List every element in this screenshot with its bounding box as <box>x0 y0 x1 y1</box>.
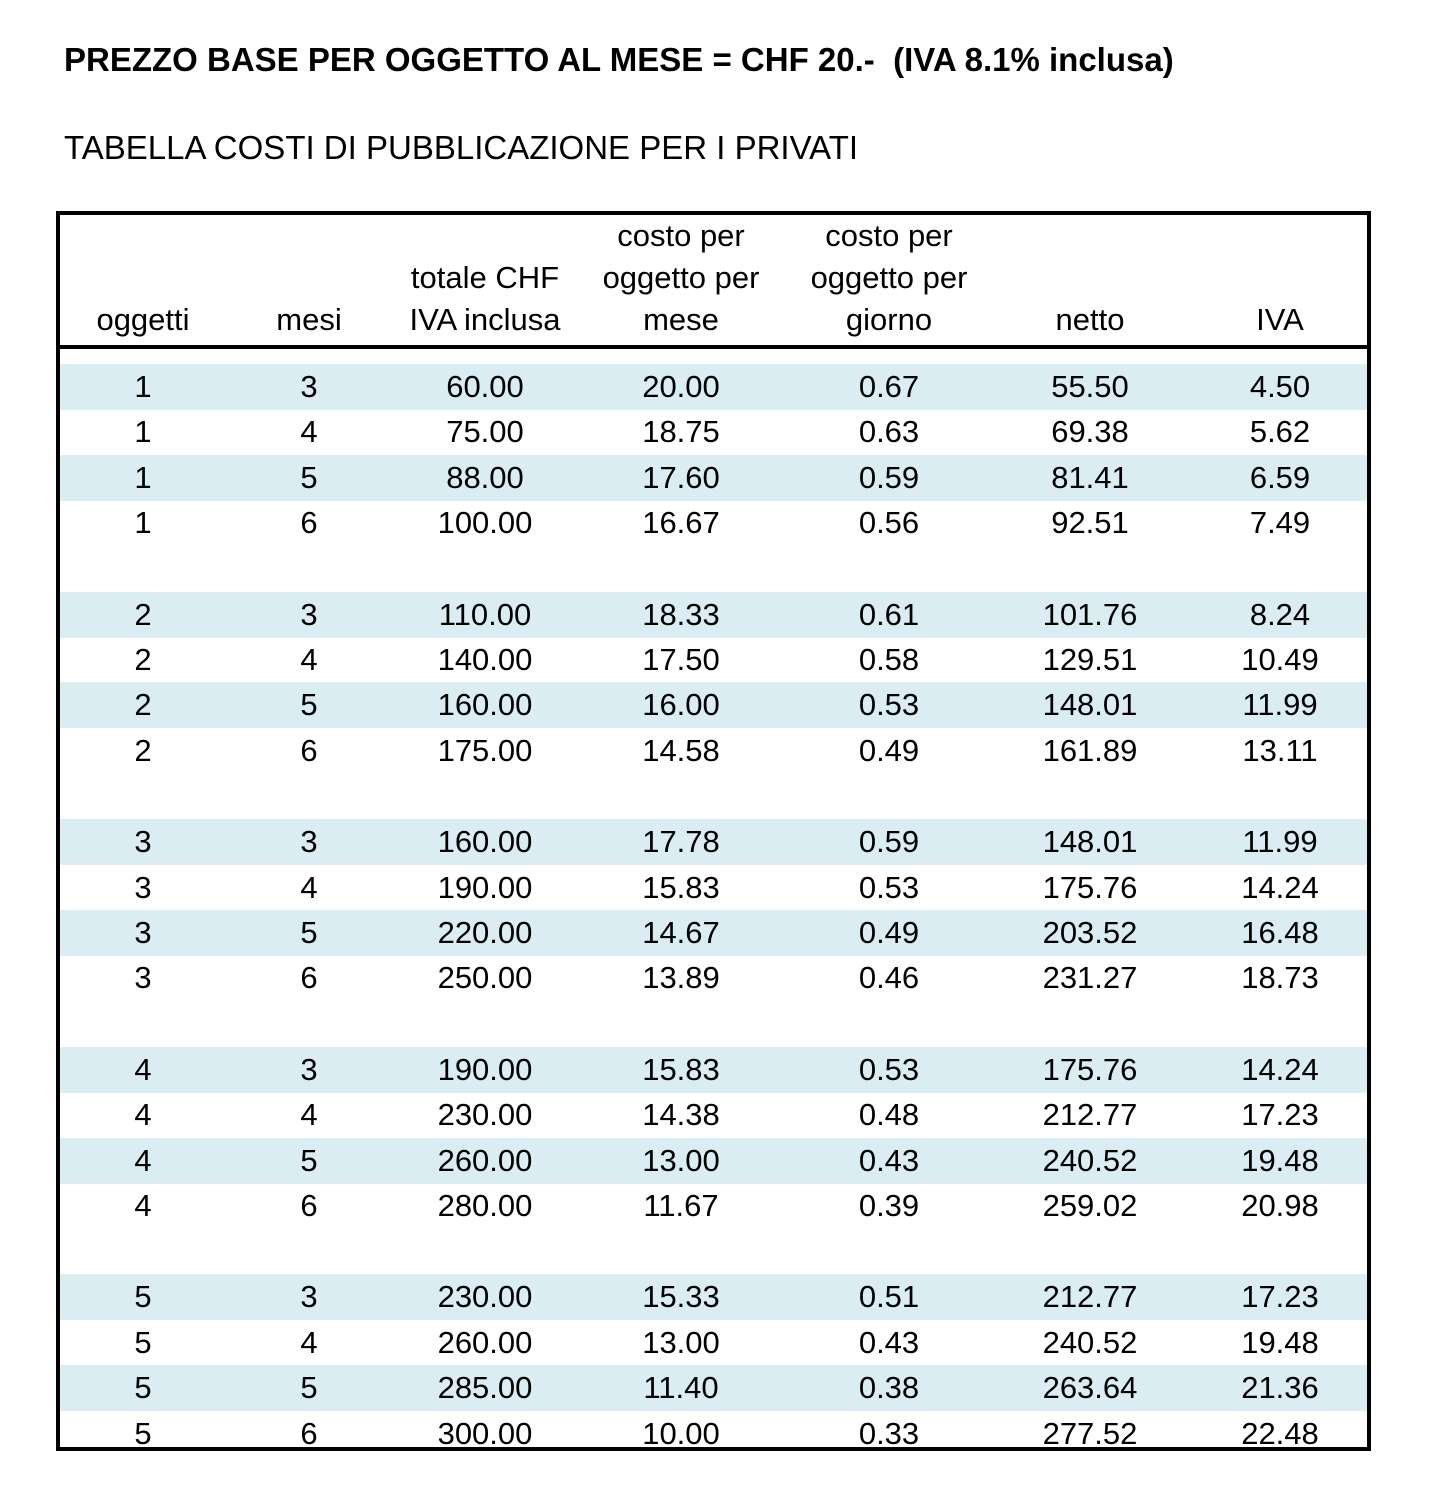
cell-iva: 13.11 <box>1242 733 1318 768</box>
cell-mesi: 4 <box>300 414 318 449</box>
cell-mesi: 5 <box>300 460 318 495</box>
cell-costo-giorno: 0.46 <box>858 960 920 995</box>
cell-totale: 260.00 <box>437 1143 533 1178</box>
cell-iva: 11.99 <box>1242 824 1318 859</box>
table-header-row <box>60 215 1367 345</box>
cell-costo-giorno: 0.63 <box>858 414 920 449</box>
cell-netto: 240.52 <box>1042 1325 1138 1360</box>
cell-totale: 160.00 <box>437 687 533 722</box>
price-table <box>56 211 1371 1451</box>
cell-mesi: 4 <box>300 642 318 677</box>
header-line: netto <box>1055 302 1125 337</box>
cell-netto: 212.77 <box>1042 1097 1138 1132</box>
cell-netto: 101.76 <box>1042 597 1138 632</box>
table-row <box>60 682 1367 728</box>
cell-costo-mese: 18.75 <box>642 414 720 449</box>
header-netto <box>990 299 1190 341</box>
cell-totale: 110.00 <box>438 597 532 632</box>
cell-totale: 190.00 <box>437 1052 533 1087</box>
cell-costo-mese: 17.60 <box>642 460 720 495</box>
header-costo-giorno <box>789 215 989 341</box>
cell-costo-giorno: 0.38 <box>858 1370 920 1405</box>
cell-netto: 55.50 <box>1051 369 1129 404</box>
cell-costo-giorno: 0.43 <box>858 1325 920 1360</box>
cell-netto: 175.76 <box>1042 870 1138 905</box>
header-iva <box>1200 299 1360 341</box>
cell-totale: 100.00 <box>437 505 533 540</box>
header-line: giorno <box>845 302 933 337</box>
cell-totale: 260.00 <box>437 1325 533 1360</box>
cell-netto: 259.02 <box>1042 1188 1138 1223</box>
cell-oggetti: 3 <box>134 824 152 859</box>
cell-totale: 285.00 <box>437 1370 533 1405</box>
cell-costo-mese: 10.00 <box>642 1416 720 1451</box>
table-row <box>60 1047 1367 1093</box>
header-line: mese <box>643 302 719 337</box>
cell-iva: 18.73 <box>1241 960 1319 995</box>
cell-netto: 148.01 <box>1042 687 1138 722</box>
cell-mesi: 3 <box>300 1279 318 1314</box>
cell-costo-giorno: 0.53 <box>858 870 920 905</box>
cell-oggetti: 4 <box>134 1097 152 1132</box>
cell-costo-mese: 14.67 <box>642 915 720 950</box>
cell-iva: 14.24 <box>1241 870 1319 905</box>
cell-totale: 60.00 <box>446 369 524 404</box>
cell-iva: 19.48 <box>1241 1325 1319 1360</box>
header-line: totale CHF <box>410 260 560 295</box>
cell-iva: 8.24 <box>1249 597 1311 632</box>
cell-costo-mese: 16.67 <box>642 505 720 540</box>
cell-netto: 161.89 <box>1042 733 1138 768</box>
cell-mesi: 6 <box>300 733 318 768</box>
cell-totale: 75.00 <box>446 414 524 449</box>
cell-oggetti: 5 <box>134 1279 152 1314</box>
cell-iva: 19.48 <box>1241 1143 1319 1178</box>
cell-oggetti: 5 <box>134 1370 152 1405</box>
table-row <box>60 637 1367 683</box>
header-costo-mese <box>581 215 781 341</box>
header-line: costo per <box>825 218 953 253</box>
header-mesi <box>239 299 379 341</box>
header-line: oggetto per <box>810 260 968 295</box>
cell-costo-giorno: 0.33 <box>858 1416 920 1451</box>
cell-mesi: 6 <box>300 960 318 995</box>
cell-mesi: 3 <box>300 1052 318 1087</box>
table-row <box>60 1320 1367 1366</box>
header-line: IVA <box>1256 302 1304 337</box>
table-row <box>60 865 1367 911</box>
cell-costo-mese: 14.58 <box>642 733 720 768</box>
header-line: oggetti <box>96 302 190 337</box>
table-row <box>60 819 1367 865</box>
cell-oggetti: 2 <box>134 733 152 768</box>
cell-mesi: 3 <box>300 369 318 404</box>
cell-costo-giorno: 0.39 <box>858 1188 920 1223</box>
cell-iva: 7.49 <box>1249 505 1311 540</box>
cell-oggetti: 4 <box>134 1143 152 1178</box>
cell-iva: 17.23 <box>1241 1279 1319 1314</box>
cell-oggetti: 2 <box>134 642 152 677</box>
cell-oggetti: 4 <box>134 1188 152 1223</box>
cell-costo-mese: 20.00 <box>642 369 720 404</box>
cell-totale: 250.00 <box>437 960 533 995</box>
header-oggetti <box>53 299 233 341</box>
cell-oggetti: 4 <box>134 1052 152 1087</box>
cell-netto: 92.51 <box>1051 505 1129 540</box>
table-row <box>60 955 1367 1001</box>
cell-totale: 160.00 <box>437 824 533 859</box>
cell-costo-giorno: 0.49 <box>858 915 920 950</box>
cell-mesi: 6 <box>300 505 318 540</box>
cell-costo-mese: 16.00 <box>642 687 720 722</box>
cell-oggetti: 3 <box>134 915 152 950</box>
cell-oggetti: 1 <box>134 505 152 540</box>
cell-mesi: 5 <box>300 1370 318 1405</box>
table-row <box>60 728 1367 774</box>
cell-netto: 175.76 <box>1042 1052 1138 1087</box>
cell-costo-mese: 13.00 <box>642 1325 720 1360</box>
cell-totale: 175.00 <box>437 733 533 768</box>
cell-costo-mese: 15.33 <box>642 1279 720 1314</box>
cell-iva: 5.62 <box>1249 414 1311 449</box>
cell-totale: 280.00 <box>437 1188 533 1223</box>
cell-oggetti: 3 <box>134 960 152 995</box>
cell-netto: 212.77 <box>1042 1279 1138 1314</box>
cell-netto: 277.52 <box>1042 1416 1138 1451</box>
cell-netto: 263.64 <box>1042 1370 1138 1405</box>
cell-iva: 6.59 <box>1249 460 1311 495</box>
table-row <box>60 592 1367 638</box>
cell-costo-mese: 15.83 <box>642 870 720 905</box>
table-row <box>60 1092 1367 1138</box>
header-totale <box>385 257 585 341</box>
cell-totale: 230.00 <box>437 1097 533 1132</box>
cell-costo-giorno: 0.43 <box>858 1143 920 1178</box>
cell-costo-giorno: 0.53 <box>858 1052 920 1087</box>
cell-costo-mese: 18.33 <box>642 597 720 632</box>
cell-mesi: 3 <box>300 597 318 632</box>
header-line: costo per <box>617 218 745 253</box>
cell-netto: 148.01 <box>1042 824 1138 859</box>
cell-totale: 140.00 <box>437 642 533 677</box>
cell-oggetti: 1 <box>134 369 152 404</box>
cell-mesi: 5 <box>300 915 318 950</box>
cell-totale: 88.00 <box>446 460 524 495</box>
cell-netto: 129.51 <box>1042 642 1138 677</box>
cell-mesi: 4 <box>300 870 318 905</box>
cell-iva: 11.99 <box>1242 687 1318 722</box>
cell-costo-mese: 13.89 <box>642 960 720 995</box>
cell-oggetti: 2 <box>134 597 152 632</box>
cell-costo-mese: 17.78 <box>642 824 720 859</box>
cell-netto: 203.52 <box>1042 915 1138 950</box>
cell-iva: 22.48 <box>1241 1416 1319 1451</box>
table-row <box>60 455 1367 501</box>
cell-iva: 4.50 <box>1249 369 1311 404</box>
header-line: mesi <box>276 302 342 337</box>
table-row <box>60 1138 1367 1184</box>
cell-costo-mese: 17.50 <box>642 642 720 677</box>
cell-costo-giorno: 0.51 <box>858 1279 920 1314</box>
cell-netto: 69.38 <box>1051 414 1129 449</box>
cell-costo-mese: 11.40 <box>643 1370 719 1405</box>
cell-costo-mese: 14.38 <box>642 1097 720 1132</box>
cell-oggetti: 2 <box>134 687 152 722</box>
cell-costo-mese: 13.00 <box>642 1143 720 1178</box>
cell-costo-giorno: 0.59 <box>858 460 920 495</box>
cell-costo-giorno: 0.61 <box>858 597 920 632</box>
page-title: PREZZO BASE PER OGGETTO AL MESE = CHF 20.- (IVA 8.1% inclusa) <box>64 41 1174 78</box>
cell-costo-giorno: 0.58 <box>858 642 920 677</box>
cell-mesi: 5 <box>300 1143 318 1178</box>
header-divider <box>60 345 1367 349</box>
cell-totale: 230.00 <box>437 1279 533 1314</box>
table-row <box>60 409 1367 455</box>
cell-mesi: 3 <box>300 824 318 859</box>
cell-costo-giorno: 0.49 <box>858 733 920 768</box>
cell-mesi: 6 <box>300 1416 318 1451</box>
table-row <box>60 364 1367 410</box>
table-row <box>60 1274 1367 1320</box>
header-line: IVA inclusa <box>409 302 561 337</box>
cell-netto: 240.52 <box>1042 1143 1138 1178</box>
table-row <box>60 500 1367 546</box>
cell-iva: 20.98 <box>1241 1188 1319 1223</box>
header-line: oggetto per <box>602 260 760 295</box>
cell-costo-giorno: 0.53 <box>858 687 920 722</box>
cell-iva: 17.23 <box>1241 1097 1319 1132</box>
table-row <box>60 1365 1367 1411</box>
cell-mesi: 6 <box>300 1188 318 1223</box>
cell-netto: 231.27 <box>1042 960 1138 995</box>
cell-costo-giorno: 0.56 <box>858 505 920 540</box>
cell-iva: 14.24 <box>1241 1052 1319 1087</box>
cell-netto: 81.41 <box>1051 460 1129 495</box>
cell-mesi: 5 <box>300 687 318 722</box>
cell-oggetti: 5 <box>134 1325 152 1360</box>
cell-totale: 300.00 <box>437 1416 533 1451</box>
cell-totale: 190.00 <box>437 870 533 905</box>
cell-iva: 21.36 <box>1241 1370 1319 1405</box>
page-subtitle: TABELLA COSTI DI PUBBLICAZIONE PER I PRIVATI <box>64 129 859 166</box>
cell-costo-mese: 15.83 <box>642 1052 720 1087</box>
table-row <box>60 1411 1367 1457</box>
cell-costo-giorno: 0.67 <box>858 369 920 404</box>
cell-oggetti: 3 <box>134 870 152 905</box>
table-row <box>60 1183 1367 1229</box>
cell-costo-giorno: 0.59 <box>858 824 920 859</box>
cell-totale: 220.00 <box>437 915 533 950</box>
cell-oggetti: 1 <box>134 414 152 449</box>
cell-mesi: 4 <box>300 1097 318 1132</box>
cell-costo-mese: 11.67 <box>643 1188 719 1223</box>
cell-mesi: 4 <box>300 1325 318 1360</box>
cell-costo-giorno: 0.48 <box>858 1097 920 1132</box>
cell-oggetti: 5 <box>134 1416 152 1451</box>
table-row <box>60 910 1367 956</box>
cell-iva: 10.49 <box>1241 642 1319 677</box>
cell-iva: 16.48 <box>1241 915 1319 950</box>
cell-oggetti: 1 <box>134 460 152 495</box>
